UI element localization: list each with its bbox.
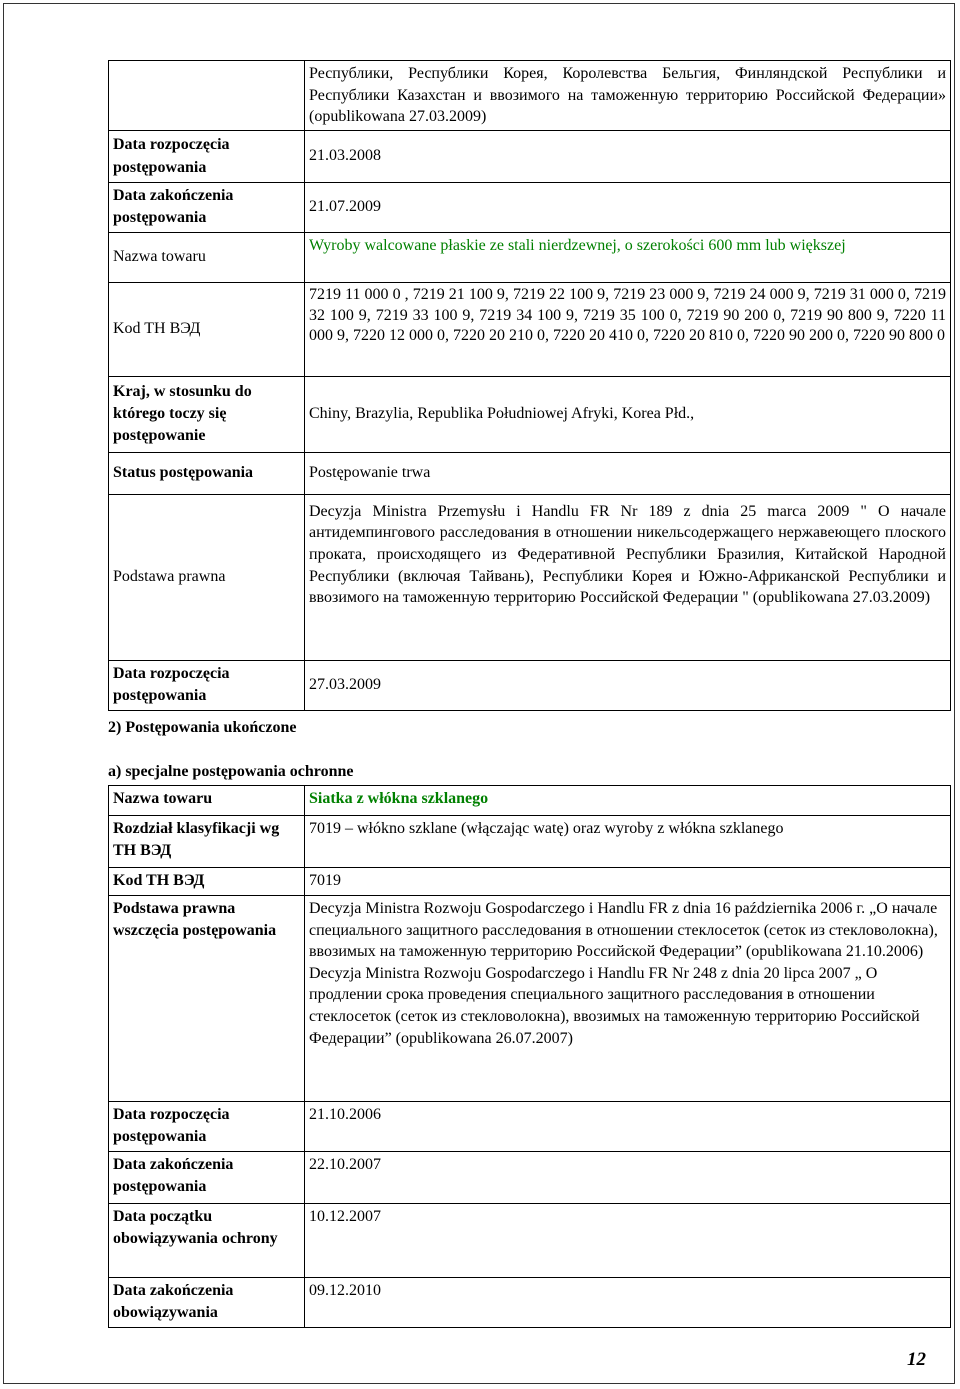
value-start-date-2: 27.03.2009: [305, 660, 951, 710]
label-start-date-3: Data rozpoczęcia postępowania: [109, 1102, 305, 1152]
heading-special: a) specjalne postępowania ochronne: [108, 763, 354, 780]
intro-text: Республики, Республики Корея, Королевства Бельгия, Финляндской Республики и Республики Казахстан и ввозимого на таможенную территорию Российской Федерации» (opublikowana 27.03.2009): [305, 61, 951, 131]
value-status: Postępowanie trwa: [305, 452, 951, 494]
label-protection-start: Data początku obowiązywania ochrony: [109, 1204, 305, 1278]
value-legal-basis: Decyzja Ministra Przemysłu i Handlu FR Nr 189 z dnia 25 marca 2009 " О начале антидемпингового расследования в отношении никельсодержащего нержавеющего плоского проката, происходящего из Федеративной Республики Бразилия, Китайской Народной Республики (включая Тайвань), Республики Корея и Южно-Африканской Республики и ввозимого на таможенную территорию Российской Федерации " (opublikowana 27.03.2009): [305, 494, 951, 660]
value-product-name: Wyroby walcowane płaskie ze stali nierdzewnej, o szerokości 600 mm lub większej: [305, 232, 951, 282]
legal-basis-decision-1: Decyzja Ministra Rozwoju Gospodarczego i Handlu FR z dnia 16 października 2006 г. „О начале специального защитного расследования в отношении стеклосеток (сеток из стекловолокна), ввозимых на таможенную территорию Российской Федерации” (opublikowana 21.10.2006): [309, 900, 938, 961]
label-status: Status postępowania: [109, 452, 305, 494]
value-protection-end: 09.12.2010: [305, 1278, 951, 1328]
value-country: Chiny, Brazylia, Republika Południowej Afryki, Korea Płd.,: [305, 376, 951, 452]
label-legal-basis-2: Podstawa prawna wszczęcia postępowania: [109, 896, 305, 1102]
label-protection-end: Data zakończenia obowiązywania: [109, 1278, 305, 1328]
value-tn-ved-code: 7219 11 000 0 , 7219 21 100 9, 7219 22 100 9, 7219 23 000 9, 7219 24 000 9, 7219 31 000 0, 7219 32 100 9, 7219 33 100 9, 7219 34 100 9, 7219 35 100 0, 7219 90 200 0, 7219 90 800 9, 7220 11 000 9, 7220 12 000 0, 7220 20 210 0, 7220 20 410 0, 7220 20 810 0, 7220 90 200 0, 7220 90 800 0: [305, 282, 951, 376]
legal-basis-decision-2: Decyzja Ministra Rozwoju Gospodarczego i Handlu FR Nr 248 z dnia 20 lipca 2007 „ О продлении срока проведения специального защитного расследования в отношении стеклосеток (сеток из стекловолокна), ввозимых на таможенную территорию Российской Федерации” (opublikowana 26.07.2007): [309, 964, 920, 1047]
page-number: 12: [907, 1349, 926, 1370]
value-product-name-2: Siatka z włókna szklanego: [305, 786, 951, 816]
label-legal-basis: Podstawa prawna: [109, 494, 305, 660]
label-blank: [109, 61, 305, 131]
label-start-date-2: Data rozpoczęcia postępowania: [109, 660, 305, 710]
label-classification: Rozdział klasyfikacji wg TH ВЭД: [109, 816, 305, 868]
label-start-date: Data rozpoczęcia postępowania: [109, 131, 305, 183]
value-start-date-3: 21.10.2006: [305, 1102, 951, 1152]
label-end-date-3: Data zakończenia postępowania: [109, 1152, 305, 1204]
value-tn-ved-code-2: 7019: [305, 868, 951, 896]
investigation-table-1: [108, 60, 951, 711]
label-product-name-2: Nazwa towaru: [109, 786, 305, 816]
heading-completed: 2) Postępowania ukończone: [108, 719, 297, 736]
value-end-date: 21.07.2009: [305, 183, 951, 233]
value-start-date: 21.03.2008: [305, 131, 951, 183]
label-country: Kraj, w stosunku do którego toczy się postępowanie: [109, 376, 305, 452]
label-tn-ved-code: Kod TH ВЭД: [109, 282, 305, 376]
value-legal-basis-2: [305, 896, 951, 1102]
investigation-table-2: [108, 785, 951, 1328]
label-product-name: Nazwa towaru: [109, 232, 305, 282]
value-end-date-3: 22.10.2007: [305, 1152, 951, 1204]
value-protection-start: 10.12.2007: [305, 1204, 951, 1278]
label-tn-ved-code-2: Kod TH ВЭД: [109, 868, 305, 896]
label-end-date: Data zakończenia postępowania: [109, 183, 305, 233]
value-classification: 7019 – włókno szklane (włączając watę) oraz wyroby z włókna szklanego: [305, 816, 951, 868]
